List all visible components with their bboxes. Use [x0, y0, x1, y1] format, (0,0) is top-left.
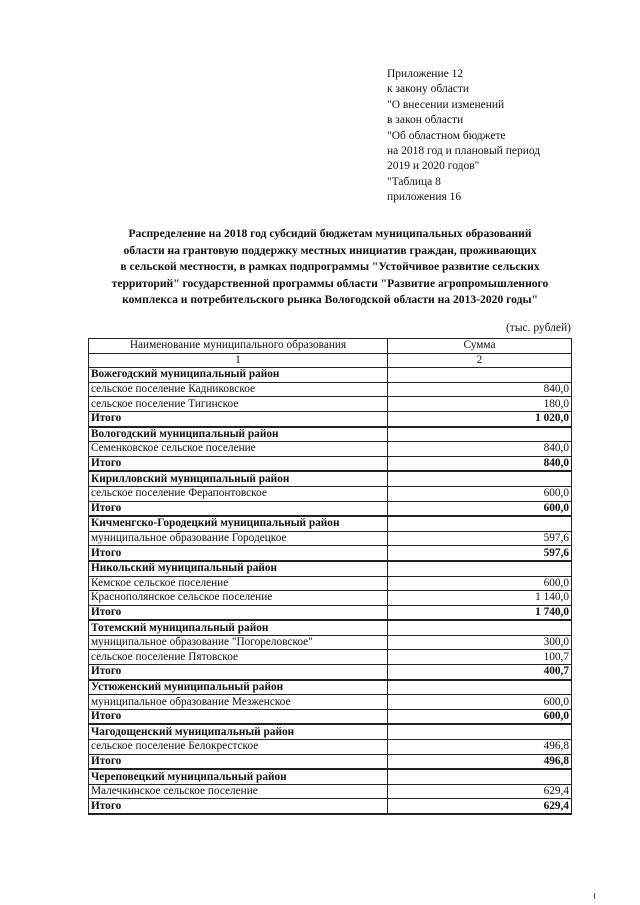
district-name: Тотемский муниципальный район [89, 620, 388, 635]
subsidy-table [88, 338, 572, 815]
table-row [89, 740, 572, 755]
amount-value [388, 620, 572, 635]
total-row [89, 754, 572, 769]
amount-value [388, 769, 572, 784]
district-name: Вологодский муниципальный район [89, 427, 388, 442]
total-row [89, 605, 572, 620]
district-row [89, 724, 572, 739]
total-row [89, 799, 572, 814]
amount-value [388, 471, 572, 486]
municipality-name: муниципальное образование Мезженское [89, 695, 388, 710]
amount-value [388, 368, 572, 383]
title-line: области на грантовую поддержку местных инициатив граждан, проживающих [123, 243, 537, 257]
amount-value: 840,0 [388, 382, 572, 397]
municipality-name: сельское поселение Пятовское [89, 650, 388, 665]
total-row [89, 665, 572, 680]
amount-value: 496,8 [388, 740, 572, 755]
district-name: Никольский муниципальный район [89, 561, 388, 576]
district-name: Вожегодский муниципальный район [89, 368, 388, 383]
column-number-2: 2 [388, 353, 572, 368]
amount-value: 1 140,0 [388, 591, 572, 606]
total-value: 600,0 [388, 709, 572, 724]
amount-value: 600,0 [388, 486, 572, 501]
district-row [89, 368, 572, 383]
total-row [89, 456, 572, 471]
district-row [89, 680, 572, 695]
amount-value [388, 561, 572, 576]
amount-value: 597,6 [388, 531, 572, 546]
municipality-name: Малечкинское сельское поселение [89, 784, 388, 799]
municipality-name: сельское поселение Ферапонтовское [89, 486, 388, 501]
total-label: Итого [89, 456, 388, 471]
annex-line: "Таблица 8 [387, 175, 441, 188]
table-row [89, 442, 572, 457]
total-row [89, 546, 572, 561]
table-row [89, 576, 572, 591]
total-value: 496,8 [388, 754, 572, 769]
annex-reference [387, 67, 540, 206]
district-name: Кичменгско-Городецкий муниципальный район [89, 516, 388, 531]
total-label: Итого [89, 546, 388, 561]
annex-line: "Об областном бюджете [387, 129, 506, 142]
amount-value: 300,0 [388, 635, 572, 650]
annex-line: 2019 и 2020 годов" [387, 160, 480, 173]
title-line: в сельской местности, в рамках подпрограммы "Устойчивое развитие сельских [120, 260, 540, 274]
total-label: Итого [89, 665, 388, 680]
district-row [89, 561, 572, 576]
table-row [89, 591, 572, 606]
total-value: 1 020,0 [388, 411, 572, 426]
annex-line: к закону области [387, 83, 470, 96]
municipality-name: сельское поселение Белокрестское [89, 740, 388, 755]
municipality-name: Кемское сельское поселение [89, 576, 388, 591]
column-number-row [89, 353, 572, 368]
amount-value [388, 724, 572, 739]
municipality-name: сельское поселение Тигинское [89, 397, 388, 412]
annex-line: в закон области [387, 114, 464, 127]
amount-value: 100,7 [388, 650, 572, 665]
total-label: Итого [89, 605, 388, 620]
total-value: 1 740,0 [388, 605, 572, 620]
amount-value [388, 680, 572, 695]
district-name: Череповецкий муниципальный район [89, 769, 388, 784]
municipality-name: муниципальное образование Городецкое [89, 531, 388, 546]
units-label: (тыс. рублей) [505, 322, 571, 334]
district-row [89, 769, 572, 784]
total-label: Итого [89, 411, 388, 426]
table-row [89, 397, 572, 412]
municipality-name: Краснополянское сельское поселение [89, 591, 388, 606]
district-row [89, 427, 572, 442]
district-name: Чагодощенский муниципальный район [89, 724, 388, 739]
amount-value: 629,4 [388, 784, 572, 799]
header-sum-cell: Сумма [388, 339, 572, 354]
header-name-cell: Наименование муниципального образования [89, 339, 388, 354]
amount-value: 600,0 [388, 576, 572, 591]
column-number-1: 1 [89, 353, 388, 368]
municipality-name: сельское поселение Кадниковское [89, 382, 388, 397]
scan-mark [594, 893, 595, 899]
table-row [89, 382, 572, 397]
total-row [89, 501, 572, 516]
total-row [89, 709, 572, 724]
total-label: Итого [89, 754, 388, 769]
total-label: Итого [89, 501, 388, 516]
title-line: комплекса и потребительского рынка Вологодской области на 2013-2020 годы" [122, 293, 538, 307]
document-title [88, 226, 572, 309]
annex-line: Приложение 12 [387, 68, 464, 80]
table-header-row [89, 339, 572, 354]
total-value: 840,0 [388, 456, 572, 471]
table-row [89, 695, 572, 710]
amount-value: 180,0 [388, 397, 572, 412]
title-line: Распределение на 2018 год субсидий бюджетам муниципальных образований [128, 227, 532, 240]
district-name: Кирилловский муниципальный район [89, 471, 388, 486]
district-row [89, 516, 572, 531]
municipality-name: Семенковское сельское поселение [89, 442, 388, 457]
amount-value [388, 427, 572, 442]
district-name: Устюженский муниципальный район [89, 680, 388, 695]
total-value: 400,7 [388, 665, 572, 680]
district-row [89, 620, 572, 635]
total-label: Итого [89, 709, 388, 724]
total-value: 629,4 [388, 799, 572, 814]
district-row [89, 471, 572, 486]
total-label: Итого [89, 799, 388, 814]
annex-line: приложения 16 [387, 191, 462, 204]
total-value: 597,6 [388, 546, 572, 561]
total-row [89, 411, 572, 426]
table-row [89, 635, 572, 650]
table-row [89, 650, 572, 665]
amount-value: 840,0 [388, 442, 572, 457]
annex-line: на 2018 год и плановый период [387, 145, 541, 158]
table-row [89, 784, 572, 799]
table-row [89, 531, 572, 546]
amount-value: 600,0 [388, 695, 572, 710]
table-row [89, 486, 572, 501]
municipality-name: муниципальное образование "Погореловское" [89, 635, 388, 650]
total-value: 600,0 [388, 501, 572, 516]
title-line: территорий" государственной программы области "Развитие агропромышленного [111, 276, 549, 290]
annex-line: "О внесении изменений [387, 98, 505, 111]
amount-value [388, 516, 572, 531]
